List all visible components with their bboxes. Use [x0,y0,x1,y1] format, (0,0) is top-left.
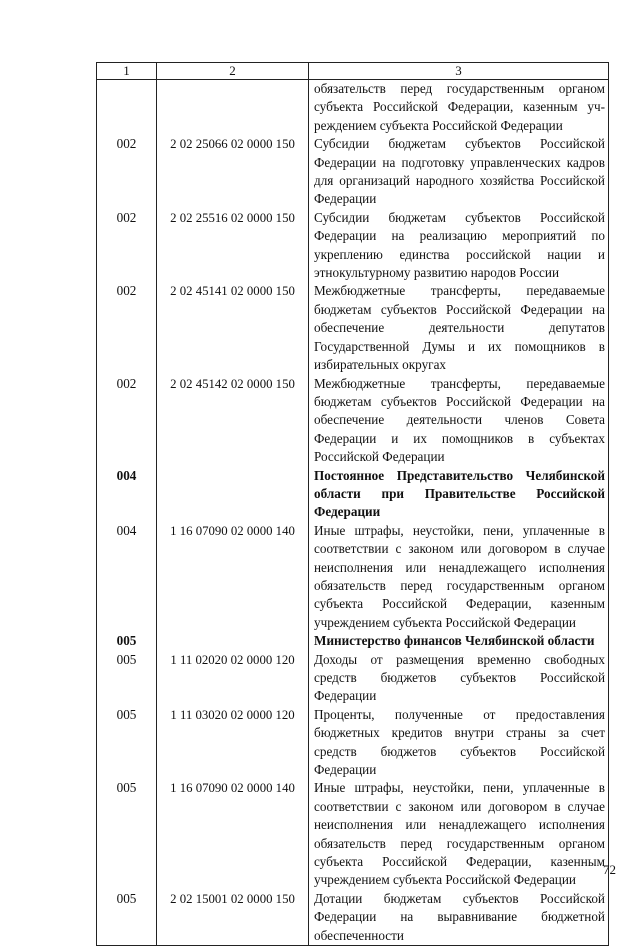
description-cell: Иные штрафы, неустойки, пени, уплаченные в соответствии с законом или договором в случае неисполнения или ненадлежащего исполнения обязательств перед государственным органом субъекта Российской Федерации, казенным учреждением субъекта Российской Федерации [309,522,609,632]
table-row [97,632,609,650]
table-row [97,80,609,136]
admin-code-cell: 002 [97,282,157,374]
admin-code-cell: 002 [97,135,157,209]
revenue-code-cell: 2 02 25516 02 0000 150 [157,209,309,283]
admin-code-cell: 005 [97,779,157,889]
revenue-code-cell [157,467,309,522]
header-col-2: 2 [157,63,309,80]
description-cell: Министерство финансов Челябинской области [309,632,609,650]
table-row [97,522,609,632]
table-header-row [97,63,609,80]
admin-code-cell [97,80,157,136]
revenue-code-cell: 2 02 15001 02 0000 150 [157,890,309,946]
table-row [97,890,609,946]
description-cell: Дотации бюджетам субъектов Российской Федерации на выравнивание бюджетной обеспеченности [309,890,609,946]
admin-code-cell: 004 [97,522,157,632]
revenue-code-cell: 1 11 02020 02 0000 120 [157,651,309,706]
document-table-container [96,62,608,946]
revenue-code-cell [157,80,309,136]
table-row [97,375,609,467]
description-cell: обязательств перед государственным органом субъекта Российской Федерации, казенным уч-реждением субъекта Российской Федерации [309,80,609,136]
admin-code-cell: 004 [97,467,157,522]
revenue-code-cell: 1 16 07090 02 0000 140 [157,522,309,632]
description-cell: Доходы от размещения временно свободных средств бюджетов субъектов Российской Федерации [309,651,609,706]
revenue-code-cell: 1 16 07090 02 0000 140 [157,779,309,889]
revenue-code-cell: 2 02 45141 02 0000 150 [157,282,309,374]
description-cell: Иные штрафы, неустойки, пени, уплаченные в соответствии с законом или договором в случае неисполнения или ненадлежащего исполнения обязательств перед государственным органом субъекта Российской Федерации, казенным учреждением субъекта Российской Федерации [309,779,609,889]
admin-code-cell: 002 [97,375,157,467]
admin-code-cell: 002 [97,209,157,283]
revenue-code-cell: 2 02 45142 02 0000 150 [157,375,309,467]
revenue-code-cell: 2 02 25066 02 0000 150 [157,135,309,209]
admin-code-cell: 005 [97,706,157,780]
admin-code-cell: 005 [97,651,157,706]
table-row [97,467,609,522]
revenue-code-cell: 1 11 03020 02 0000 120 [157,706,309,780]
description-cell: Межбюджетные трансферты, передаваемые бюджетам субъектов Российской Федерации на обеспечение деятельности членов Совета Федерации и их помощников в субъектах Российской Федерации [309,375,609,467]
description-cell: Межбюджетные трансферты, передаваемые бюджетам субъектов Российской Федерации на обеспечение деятельности депутатов Государственной Думы и их помощников в избирательных округах [309,282,609,374]
description-cell: Субсидии бюджетам субъектов Российской Федерации на реализацию мероприятий по укреплению единства российской нации и этнокультурному развитию народов России [309,209,609,283]
table-row [97,135,609,209]
revenue-codes-table [96,62,609,946]
description-cell: Субсидии бюджетам субъектов Российской Федерации на подготовку управленческих кадров для организаций народного хозяйства Российской Федерации [309,135,609,209]
description-cell: Проценты, полученные от предоставления бюджетных кредитов внутри страны за счет средств бюджетов субъектов Российской Федерации [309,706,609,780]
admin-code-cell: 005 [97,890,157,946]
header-col-1: 1 [97,63,157,80]
admin-code-cell: 005 [97,632,157,650]
header-col-3: 3 [309,63,609,80]
description-cell: Постоянное Представительство Челябинской области при Правительстве Российской Федерации [309,467,609,522]
table-body [97,80,609,946]
table-row [97,706,609,780]
revenue-code-cell [157,632,309,650]
table-row [97,209,609,283]
page-number: 72 [603,862,616,877]
table-row [97,282,609,374]
table-row [97,651,609,706]
table-row [97,779,609,889]
